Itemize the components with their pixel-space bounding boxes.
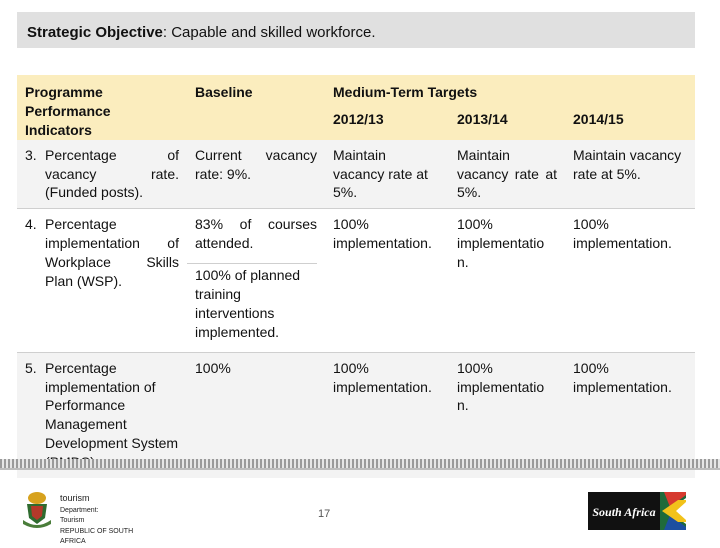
indicator-text: Percentage implementation of Workplace Skills Plan (WSP).: [45, 216, 179, 290]
baseline-subtext: 100% of planned training interventions implemented.: [187, 263, 317, 346]
target-2014-cell: 100% implementation.: [565, 209, 695, 352]
baseline-text: 83% of courses attended.: [195, 216, 317, 252]
target-2013-cell: 100% implementatio n.: [449, 209, 565, 352]
indicator-cell: [17, 140, 187, 209]
dept-line-2: Tourism: [60, 517, 85, 524]
target-2014-cell: 100% implementation.: [565, 352, 695, 478]
target-2013-cell: 100% implementatio n.: [449, 352, 565, 478]
south-africa-logo: [588, 492, 686, 530]
row-number: 5.: [25, 359, 37, 376]
slide-title: [17, 12, 695, 48]
indicator-text: Percentage of vacancy rate. (Funded posts).: [45, 146, 179, 201]
dept-line-1: Department:: [60, 506, 99, 514]
baseline-cell: 100%: [187, 352, 325, 478]
header-baseline: Baseline: [187, 75, 325, 140]
page-number: 17: [318, 508, 331, 520]
target-2012-cell: 100% implementation.: [325, 352, 449, 478]
target-2013-cell: Maintain vacancy rate at 5%.: [449, 140, 565, 209]
tourism-logo-text: [60, 492, 160, 548]
indicator-text: Percentage implementation of Performance Management Development System: [45, 359, 179, 452]
header-year-2: 2013/14: [449, 104, 565, 140]
table-row: [17, 140, 695, 209]
header-year-1: 2012/13: [325, 104, 449, 140]
title-bold: Strategic Objective: [27, 24, 163, 41]
header-year-3: 2014/15: [565, 104, 695, 140]
row-number: 3.: [25, 146, 37, 163]
footer-rule: [0, 459, 720, 468]
indicator-cell: [17, 209, 187, 352]
baseline-cell: Current vacancy rate: 9%.: [187, 140, 325, 209]
header-indicators: Programme Performance Indicators: [17, 75, 187, 140]
header-medium-term: Medium-Term Targets: [325, 75, 695, 104]
baseline-cell: [187, 209, 325, 352]
table-row: [17, 209, 695, 352]
target-2012-cell: Maintain vacancy rate at 5%.: [325, 140, 449, 209]
header-row: [17, 75, 695, 104]
target-2014-cell: Maintain vacancy rate at 5%.: [565, 140, 695, 209]
target-2012-cell: 100% implementation.: [325, 209, 449, 352]
row-number: 4.: [25, 216, 37, 233]
tourism-logo: [20, 490, 160, 545]
title-rest: : Capable and skilled workforce.: [162, 24, 376, 41]
footer-divider: [0, 468, 720, 470]
coat-of-arms-icon: [20, 490, 54, 528]
tourism-word: tourism: [60, 493, 90, 503]
dept-line-3: REPUBLIC OF SOUTH AFRICA: [60, 527, 134, 545]
targets-table: [17, 75, 695, 478]
sa-logo-text: South Africa: [592, 505, 656, 519]
